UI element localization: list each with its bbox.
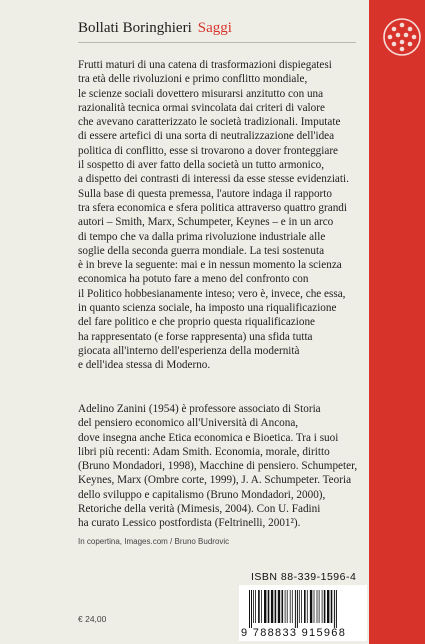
blurb-paragraph — [78, 58, 368, 373]
bio-line: Keynes, Marx (Ombre corte, 1999), J. A. Schumpeter. Teoria — [78, 474, 352, 487]
header-divider — [78, 42, 356, 43]
blurb-line: Frutti maturi di una catena di trasformazioni dispiegatesi — [78, 59, 332, 71]
bio-line: (Bruno Mondadori, 1998), Macchine di pensiero. Schumpeter, — [78, 460, 358, 473]
blurb-line: tra età delle rivoluzioni e primo conflitto mondiale, — [78, 73, 308, 86]
ean-number: 9 788833 915968 — [241, 627, 347, 639]
bio-line: libri più recenti: Adam Smith. Economia, morale, diritto — [78, 445, 330, 458]
blurb-line: giocata all'interno dell'esperienza della modernità — [78, 344, 300, 357]
blurb-line: il Politico hobbesianamente inteso; vero è, invece, che essa, — [78, 287, 346, 300]
series-name: Saggi — [197, 20, 232, 36]
isbn-label: ISBN 88-339-1596-4 — [251, 571, 357, 583]
publisher-emblem-icon — [381, 16, 423, 58]
blurb-line: a dispetto dei contrasti di interessi da esse stesse evidenziati. — [78, 173, 349, 186]
barcode-icon — [248, 590, 360, 628]
blurb-line: razionalità tecnica ormai svincolata dai criteri di valore — [78, 101, 325, 114]
blurb-line: del fare politico e che proprio questa riqualificazione — [78, 316, 316, 329]
blurb-line: il sospetto di aver fatto della società un tutto armonico, — [78, 159, 325, 172]
blurb-line: di essere artefici di una sorta di neutralizzazione dell'idea — [78, 130, 335, 143]
blurb-line: soglie della seconda guerra mondiale. La tesi sostenuta — [78, 244, 325, 257]
blurb-line: in quanto scienza sociale, ha imposto una riqualificazione — [78, 302, 337, 315]
blurb-line: tra sfera economica e sfera politica attraverso quattro grandi — [78, 201, 347, 214]
blurb-line: è in breve la seguente: mai e in nessun momento la scienza — [78, 259, 342, 272]
cover-credit: In copertina, Images.com / Bruno Budrovic — [78, 537, 230, 546]
blurb-line: che avevano caratterizzato le società tradizionali. Imputate — [78, 116, 341, 129]
bio-line: del pensiero economico all'Università di Ancona, — [78, 417, 299, 430]
blurb-line: autori – Smith, Marx, Schumpeter, Keynes – e in un arco — [78, 216, 334, 229]
bio-line: dove insegna anche Etica economica e Bioetica. Tra i suoi — [78, 431, 339, 444]
blurb-line: e dell'idea stessa di Moderno. — [78, 359, 211, 372]
bio-line: dello sviluppo e capitalismo (Bruno Mondadori, 2000), — [78, 488, 326, 501]
blurb-line: Sulla base di questa premessa, l'autore indaga il rapporto — [78, 187, 332, 200]
blurb-line: economica ha potuto fare a meno del confronto con — [78, 273, 309, 286]
blurb-line: di tempo che va dalla prima rivoluzione industriale alle — [78, 230, 326, 243]
bio-line: ha curato Lessico postfordista (Feltrinelli, 2001²). — [78, 517, 301, 530]
price-label: € 24,00 — [78, 614, 107, 624]
blurb-line: politica di conflitto, esse si trovarono a dover fronteggiare — [78, 144, 339, 157]
author-bio — [78, 402, 368, 531]
red-spine-band — [369, 0, 425, 644]
bio-line: Retoriche della verità (Mimesis, 2004). Con U. Fadini — [78, 503, 321, 516]
blurb-line: le scienze sociali dovettero misurarsi anzitutto con una — [78, 87, 324, 100]
publisher-header — [78, 20, 232, 37]
bio-line: Adelino Zanini (1954) è professore associato di Storia — [78, 403, 321, 415]
publisher-name: Bollati Boringhieri — [78, 20, 192, 36]
blurb-line: ha rappresentato (e forse rappresenta) una sfida tutta — [78, 330, 313, 343]
